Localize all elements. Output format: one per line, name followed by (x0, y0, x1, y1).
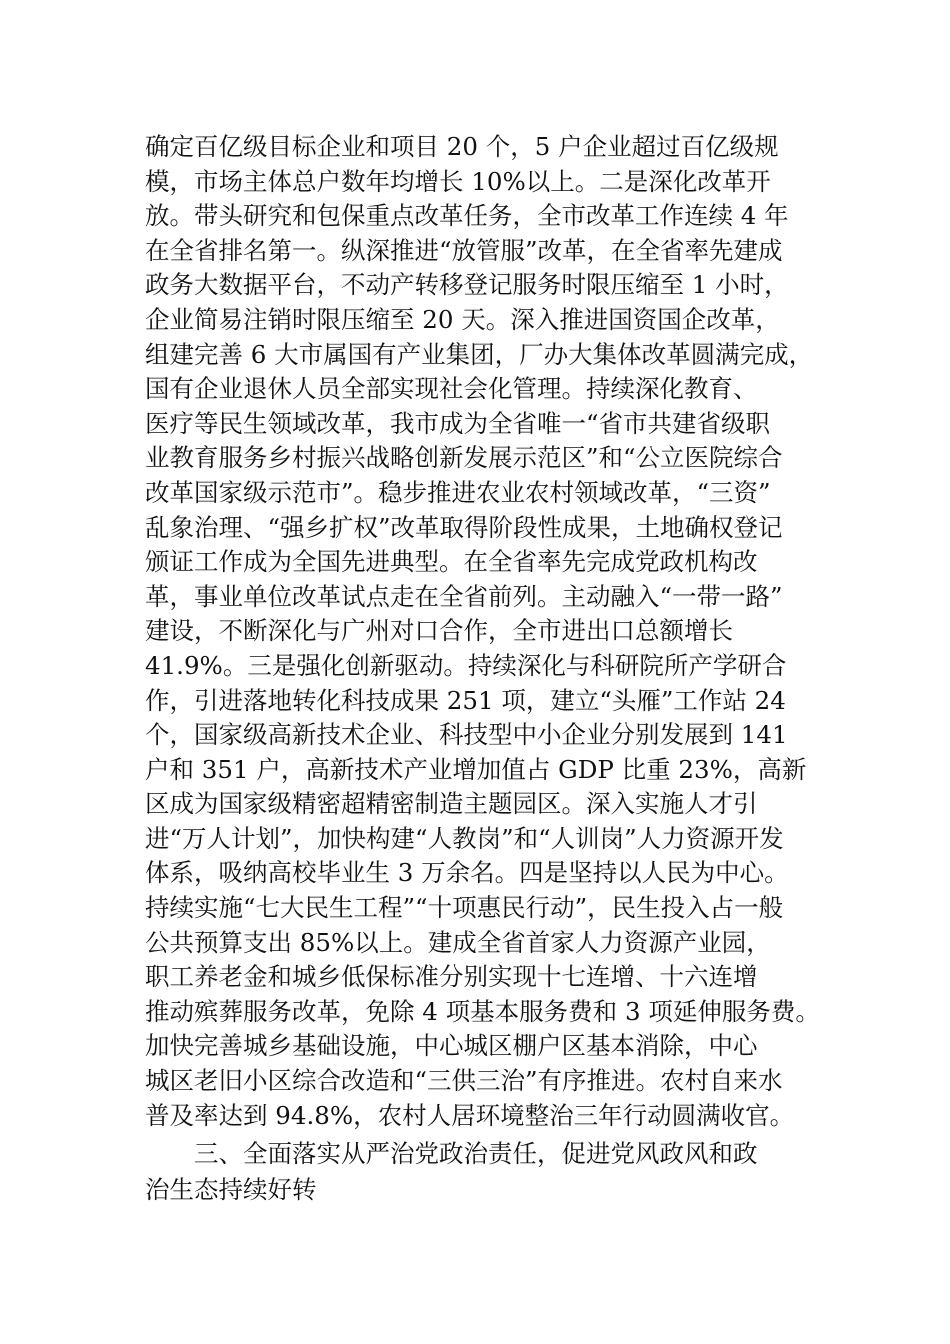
paragraph-line: 业教育服务乡村振兴战略创新发展示范区”和“公立医院综合 (145, 443, 783, 473)
paragraph-line: 作，引进落地转化科技成果 251 项，建立“头雁”工作站 24 (145, 685, 786, 715)
paragraph-line: 个，国家级高新技术企业、科技型中小企业分别发展到 141 (145, 720, 788, 750)
paragraph-line: 进“万人计划”，加快构建“人教岗”和“人训岗”人力资源开发 (145, 823, 784, 853)
paragraph-line: 确定百亿级目标企业和项目 20 个，5 户企业超过百亿级规 (145, 132, 779, 161)
paragraph-line: 41.9%。三是强化创新驱动。持续深化与科研院所产学研合 (145, 650, 787, 680)
paragraph-line: 建设，不断深化与广州对口合作，全市进出口总额增长 (145, 616, 733, 646)
paragraph-line: 改革国家级示范市”。稳步推进农业农村领域改革，“三资” (145, 477, 771, 507)
paragraph-line: 职工养老金和城乡低保标准分别实现十七连增、十六连增 (145, 962, 758, 992)
paragraph-line: 持续实施“七大民生工程”“十项惠民行动”，民生投入占一般 (145, 893, 784, 923)
section-heading (145, 1136, 835, 1208)
paragraph-line: 革，事业单位改革试点走在全省前列。主动融入“一带一路” (145, 581, 783, 611)
paragraph-line: 乱象治理、“强乡扩权”改革取得阶段性成果，土地确权登记 (145, 512, 783, 542)
heading-line: 治生态持续好转 (145, 1175, 317, 1204)
paragraph-line: 医疗等民生领域改革，我市成为全省唯一“省市共建省级职 (145, 408, 771, 438)
paragraph-line: 区成为国家级精密超精密制造主题园区。深入实施人才引 (145, 789, 758, 819)
paragraph-line: 政务大数据平台，不动产转移登记服务时限压缩至 1 小时， (145, 270, 789, 300)
paragraph-line: 国有企业退休人员全部实现社会化管理。持续深化教育、 (145, 374, 758, 404)
paragraph-line: 颁证工作成为全国先进典型。在全省率先完成党政机构改 (145, 547, 758, 577)
paragraph-line: 放。带头研究和包保重点改革任务，全市改革工作连续 4 年 (145, 201, 789, 231)
body-paragraph (145, 130, 835, 1133)
paragraph-line: 户和 351 户，高新技术产业增加值占 GDP 比重 23%，高新 (145, 754, 807, 784)
paragraph-line: 普及率达到 94.8%，农村人居环境整治三年行动圆满收官。 (145, 1100, 795, 1130)
paragraph-line: 企业简易注销时限压缩至 20 天。深入推进国资国企改革， (145, 304, 780, 334)
paragraph-line: 体系，吸纳高校毕业生 3 万余名。四是坚持以人民为中心。 (145, 858, 789, 888)
paragraph-line: 公共预算支出 85%以上。建成全省首家人力资源产业园， (145, 927, 771, 957)
paragraph-line: 城区老旧小区综合改造和“三供三治”有序推进。农村自来水 (145, 1066, 783, 1096)
paragraph-line: 在全省排名第一。纵深推进“放管服”改革，在全省率先建成 (145, 235, 783, 265)
paragraph-line: 组建完善 6 大市属国有产业集团，厂办大集体改革圆满完成， (145, 339, 814, 369)
paragraph-line: 模，市场主体总户数年均增长 10%以上。二是深化改革开 (145, 166, 771, 196)
heading-line: 三、全面落实从严治党政治责任，促进党风政风和政 (194, 1139, 758, 1168)
paragraph-line: 加快完善城乡基础设施，中心城区棚户区基本消除，中心 (145, 1031, 758, 1061)
paragraph-line: 推动殡葬服务改革，免除 4 项基本服务费和 3 项延伸服务费。 (145, 996, 820, 1026)
